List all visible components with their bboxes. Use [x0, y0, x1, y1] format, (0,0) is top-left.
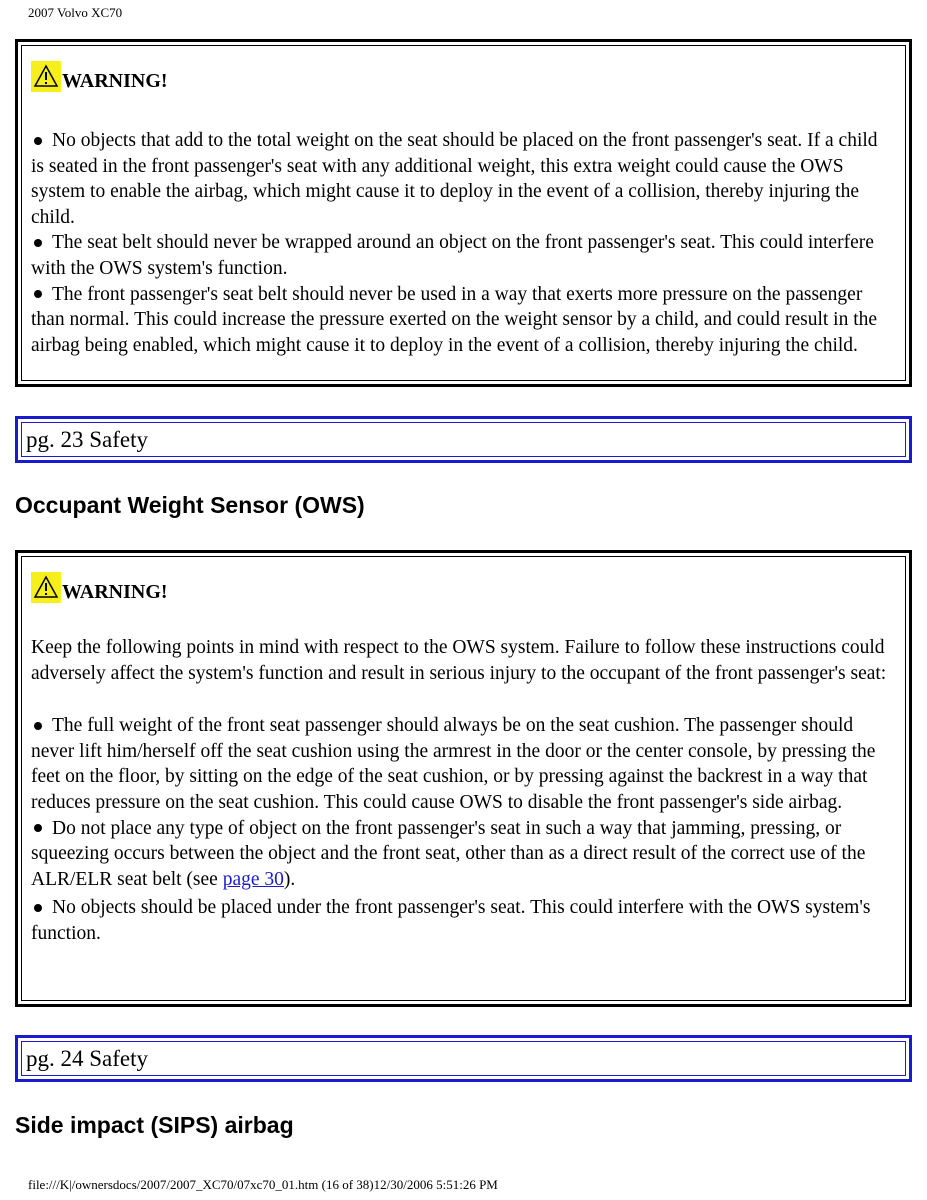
bullet-text: No objects should be placed under the front passenger's seat. This could interfere with the OWS system's function. [31, 897, 871, 944]
warning-triangle-icon [31, 61, 61, 92]
warning-bullet [31, 713, 895, 815]
warning-bullet [31, 816, 895, 893]
warning-label: WARNING! [62, 70, 168, 92]
footer-file-path: file:///K|/ownersdocs/2007/2007_XC70/07xc70_01.htm (16 of 38)12/30/2006 5:51:26 PM [28, 1177, 498, 1192]
bullet-text: The seat belt should never be wrapped around an object on the front passenger's seat. This could interfere with the OWS system's function. [31, 232, 874, 279]
bullet-dot [34, 904, 42, 912]
warning-bullet [31, 895, 895, 946]
warning-header [31, 54, 895, 92]
bullet-text: Do not place any type of object on the front passenger's seat in such a way that jamming, pressing, or squeezing occurs between the object and the front seat, other than as a direct result of the correct use of the ALR/ELR seat belt (see [31, 817, 866, 890]
page-marker-24 [15, 1035, 912, 1082]
bullet-text-end: ). [283, 868, 296, 890]
bullet-dot [34, 239, 42, 247]
warning-box-2-inner [21, 556, 906, 1001]
document-title: 2007 Volvo XC70 [28, 5, 123, 20]
page-marker-23 [15, 416, 912, 463]
warning-box-2 [15, 550, 912, 1007]
warning-bullet [31, 128, 895, 230]
page-30-link[interactable]: page 30 [222, 868, 284, 890]
bullet-dot [34, 824, 42, 832]
warning-bullet [31, 230, 895, 281]
warning-box-1 [15, 39, 912, 387]
warning-label: WARNING! [62, 581, 168, 603]
bullet-text: The full weight of the front seat passenger should always be on the seat cushion. The passenger should never lift him/herself off the seat cushion using the armrest in the door or the center console, by pressing the feet on the floor, by sitting on the edge of the seat cushion, or by pressing against the backrest in a way that reduces pressure on the seat cushion. This could cause OWS to disable the front passenger's side airbag. [31, 715, 876, 813]
warning-box-1-inner [21, 45, 906, 381]
section-heading-ows: Occupant Weight Sensor (OWS) [15, 492, 365, 518]
bullet-text: No objects that add to the total weight on the seat should be placed on the front passenger's seat. If a child is seated in the front passenger's seat with any additional weight, this extra weight could cause the OWS system to enable the airbag, which might cause it to deploy in the event of a collision, thereby injuring the child. [31, 130, 878, 228]
section-heading-sips: Side impact (SIPS) airbag [15, 1112, 294, 1138]
page-marker-label: pg. 24 Safety [21, 1041, 906, 1076]
bullet-text: The front passenger's seat belt should never be used in a way that exerts more pressure on the passenger than normal. This could increase the pressure exerted on the weight sensor by a child, and could result in the airbag being enabled, which might cause it to deploy in the event of a collision, thereby injuring the child. [31, 283, 878, 356]
warning-triangle-icon [31, 572, 61, 603]
bullet-dot [34, 290, 42, 298]
warning-bullet [31, 282, 895, 359]
warning-intro: Keep the following points in mind with respect to the OWS system. Failure to follow these instructions could adversely affect the system's function and result in serious injury to the occupant of the front passenger's seat: [31, 637, 887, 684]
warning-header [31, 565, 895, 603]
page-marker-label: pg. 23 Safety [21, 422, 906, 457]
bullet-dot [34, 722, 42, 730]
bullet-dot [34, 137, 42, 145]
